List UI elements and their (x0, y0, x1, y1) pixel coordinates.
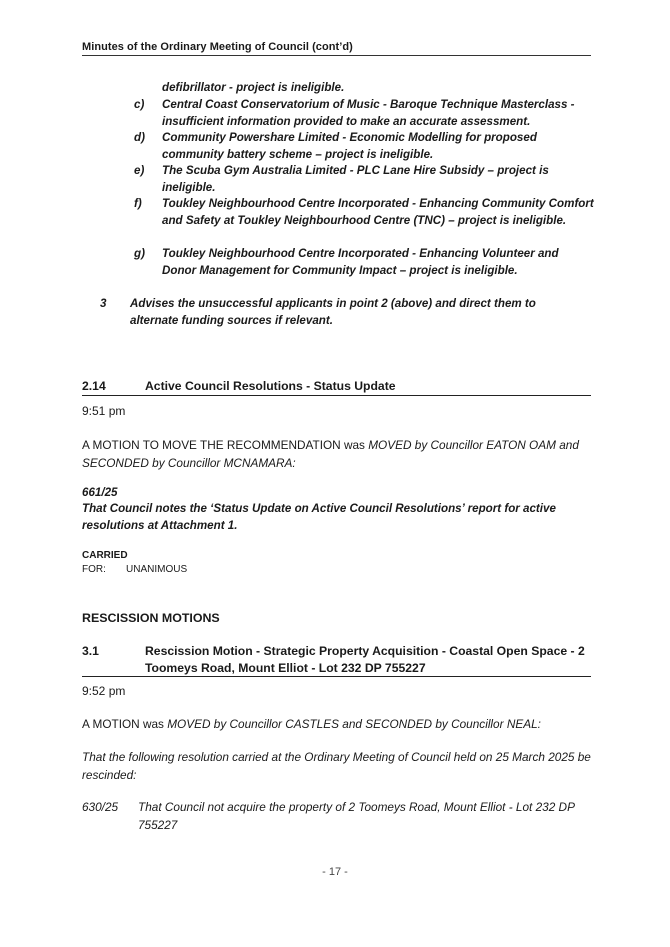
section-number: 2.14 (82, 379, 106, 393)
section-time: 9:51 pm (82, 404, 126, 418)
section-time: 9:52 pm (82, 684, 126, 698)
header-divider (82, 55, 591, 56)
vote-for-label: FOR: (82, 564, 106, 575)
rescission-motions-heading: RESCISSION MOTIONS (82, 611, 220, 625)
list-item-text: Community Powershare Limited - Economic Modelling for proposed community battery scheme – project is ineligible. (162, 131, 537, 161)
motion-prefix: A MOTION TO MOVE THE RECOMMENDATION was (82, 438, 369, 452)
page-number: - 17 - (322, 866, 348, 878)
list-item-label: d) (134, 131, 145, 144)
list-item-text: Toukley Neighbourhood Centre Incorporated - Enhancing Community Comfort and Safety at Toukley Neighbourhood Centre (TNC) – project is ineligible. (162, 197, 594, 227)
list-item-label: 3 (100, 297, 107, 310)
rescinded-text: That Council not acquire the property of 2 Toomeys Road, Mount Elliot - Lot 232 DP 755227 (138, 800, 575, 832)
section-divider (82, 395, 591, 396)
resolution-number: 661/25 (82, 486, 118, 499)
list-item-label: e) (134, 164, 145, 177)
motion-movers: MOVED by Councillor CASTLES and SECONDED by Councillor NEAL: (167, 717, 541, 731)
section-title: Active Council Resolutions - Status Update (145, 379, 396, 393)
motion-text (82, 715, 591, 733)
list-item-label: g) (134, 247, 145, 260)
list-continuation: defibrillator - project is ineligible. (162, 81, 345, 94)
list-item-text: Central Coast Conservatorium of Music - Baroque Technique Masterclass - insufficient information provided to make an accurate assessment. (162, 98, 575, 128)
section-divider (82, 676, 591, 677)
motion-movers: MOVED by Councillor EATON OAM and SECONDED by Councillor MCNAMARA: (82, 438, 579, 470)
motion-text (82, 436, 591, 472)
section-title: Rescission Motion - Strategic Property Acquisition - Coastal Open Space - 2 Toomeys Road, Mount Elliot - Lot 232 DP 755227 (145, 644, 585, 675)
list-item-text: Toukley Neighbourhood Centre Incorporated - Enhancing Volunteer and Donor Management for Community Impact – project is ineligible. (162, 247, 559, 277)
carried-label: CARRIED (82, 550, 128, 561)
list-item-text: The Scuba Gym Australia Limited - PLC Lane Hire Subsidy – project is ineligible. (162, 164, 549, 194)
page-header: Minutes of the Ordinary Meeting of Council (cont’d) (82, 41, 353, 53)
rescinded-number: 630/25 (82, 800, 119, 814)
resolution-text: That Council notes the ‘Status Update on Active Council Resolutions’ report for active resolutions at Attachment 1. (82, 502, 556, 532)
vote-for-value: UNANIMOUS (126, 564, 188, 575)
list-item-label: c) (134, 98, 145, 111)
list-item-text: Advises the unsuccessful applicants in point 2 (above) and direct them to alternate funding sources if relevant. (130, 297, 536, 327)
section-number: 3.1 (82, 644, 99, 658)
list-item-label: f) (134, 197, 142, 210)
rescission-intro: That the following resolution carried at the Ordinary Meeting of Council held on 25 March 2025 be rescinded: (82, 750, 591, 782)
motion-prefix: A MOTION was (82, 717, 168, 731)
